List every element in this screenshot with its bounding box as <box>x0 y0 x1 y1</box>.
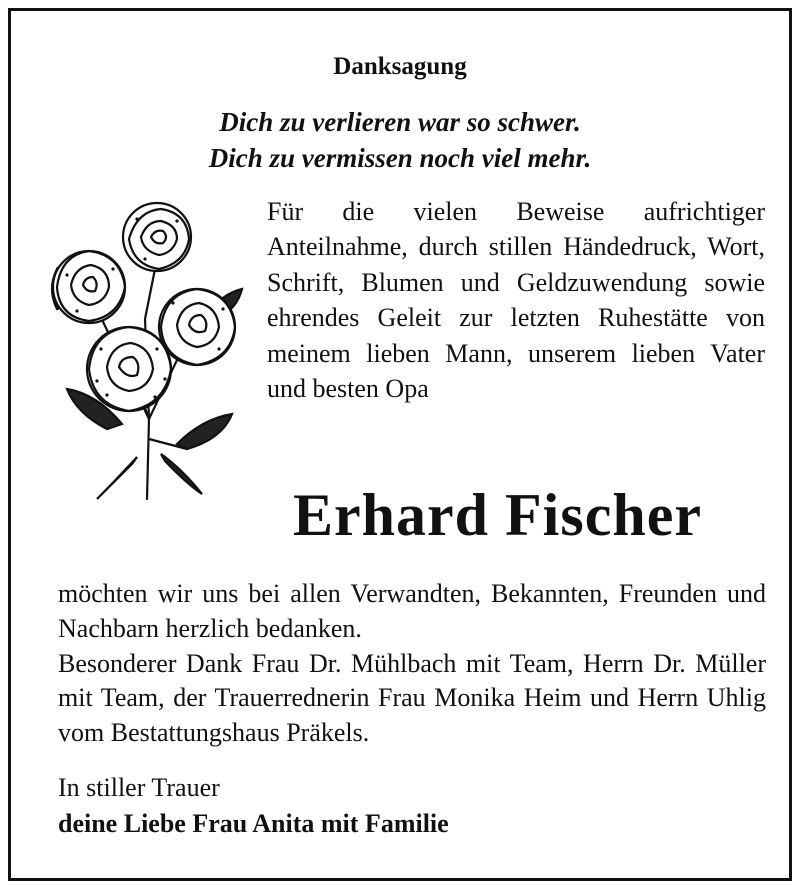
special-thanks-paragraph: Besonderer Dank Frau Dr. Mühlbach mit Team, Herrn Dr. Müller mit Team, der Trauerrednerin Frau Monika Heim und Herrn Uhlig vom Bestattungshaus Präkels. <box>58 648 766 748</box>
verse-line-1: Dich zu verlieren war so schwer. <box>219 107 581 137</box>
signature-line: deine Liebe Frau Anita mit Familie <box>58 809 449 838</box>
obituary-notice <box>8 8 792 881</box>
verse-line-2: Dich zu vermissen noch viel mehr. <box>208 143 592 173</box>
roses-bouquet-icon <box>37 199 251 509</box>
thanks-block <box>58 577 766 751</box>
deceased-name: Erhard Fischer <box>293 482 702 548</box>
closing-line: In stiller Trauer <box>58 773 220 802</box>
thanks-paragraph: möchten wir uns bei allen Verwandten, Bekannten, Freunden und Nachbarn herzlich bedanken. <box>58 579 766 643</box>
notice-heading: Danksagung <box>333 53 467 80</box>
intro-paragraph: Für die vielen Beweise aufrichtiger Anteilnahme, durch stillen Händedruck, Wort, Schrift, Blumen und Geldzuwendung sowie ehrendes Geleit zur letzten Ruhestätte von meinem lieben Mann, unserem lieben Vater und besten Opa <box>267 197 765 404</box>
